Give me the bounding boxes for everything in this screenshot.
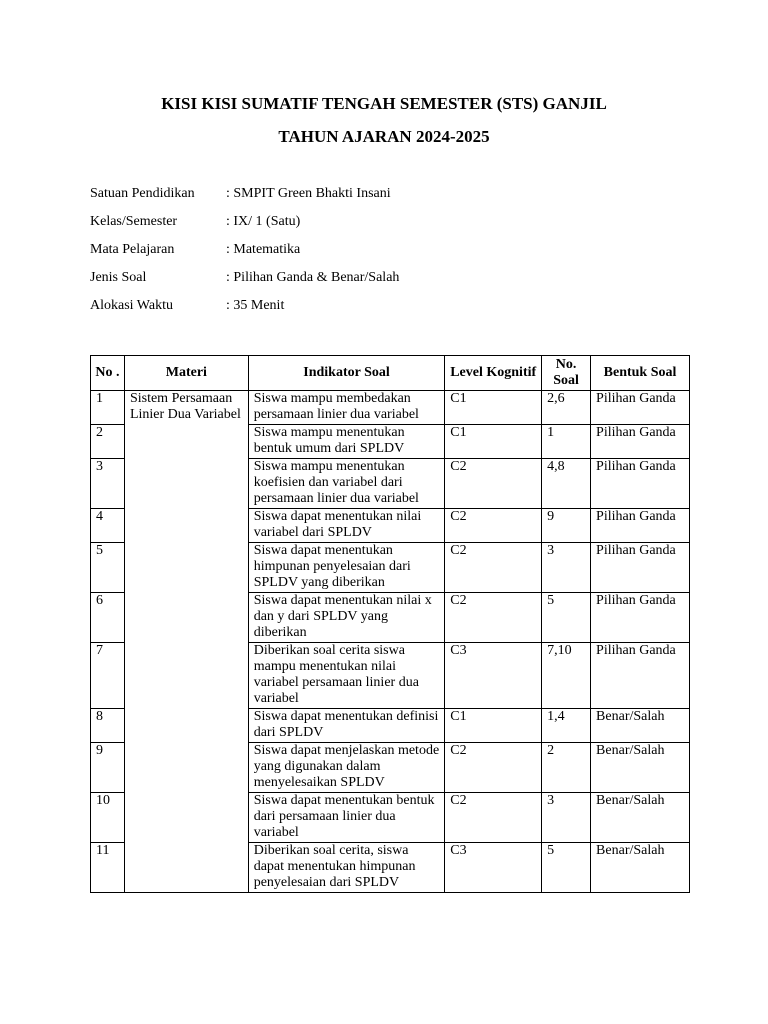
cell-indikator: Siswa dapat menentukan nilai x dan y dari SPLDV yang diberikan bbox=[248, 593, 445, 643]
info-label: Jenis Soal bbox=[90, 270, 147, 285]
table-row bbox=[91, 391, 690, 425]
header-indikator: Indikator Soal bbox=[248, 356, 445, 391]
cell-no: 2 bbox=[91, 425, 125, 459]
cell-level: C3 bbox=[445, 843, 542, 893]
info-section bbox=[90, 186, 399, 326]
cell-bentuk: Pilihan Ganda bbox=[591, 425, 690, 459]
cell-indikator: Siswa dapat menjelaskan metode yang digunakan dalam menyelesaikan SPLDV bbox=[248, 743, 445, 793]
cell-nosoal: 1,4 bbox=[542, 709, 591, 743]
cell-no: 7 bbox=[91, 643, 125, 709]
header-nosoal: No. Soal bbox=[542, 356, 591, 391]
cell-nosoal: 5 bbox=[542, 593, 591, 643]
cell-bentuk: Benar/Salah bbox=[591, 709, 690, 743]
info-label: Mata Pelajaran bbox=[90, 242, 175, 257]
cell-indikator: Siswa dapat menentukan nilai variabel dari SPLDV bbox=[248, 509, 445, 543]
cell-nosoal: 1 bbox=[542, 425, 591, 459]
header-no: No . bbox=[91, 356, 125, 391]
cell-level: C2 bbox=[445, 543, 542, 593]
cell-level: C2 bbox=[445, 509, 542, 543]
cell-materi: Sistem Persamaan Linier Dua Variabel bbox=[124, 391, 248, 893]
cell-indikator: Diberikan soal cerita, siswa dapat menentukan himpunan penyelesaian dari SPLDV bbox=[248, 843, 445, 893]
cell-bentuk: Pilihan Ganda bbox=[591, 543, 690, 593]
cell-no: 8 bbox=[91, 709, 125, 743]
cell-bentuk: Pilihan Ganda bbox=[591, 643, 690, 709]
cell-indikator: Diberikan soal cerita siswa mampu menentukan nilai variabel persamaan linier dua variabel bbox=[248, 643, 445, 709]
info-value: : SMPIT Green Bhakti Insani bbox=[226, 186, 391, 201]
cell-no: 10 bbox=[91, 793, 125, 843]
cell-no: 6 bbox=[91, 593, 125, 643]
cell-level: C1 bbox=[445, 709, 542, 743]
cell-nosoal: 3 bbox=[542, 543, 591, 593]
page-subtitle: TAHUN AJARAN 2024-2025 bbox=[278, 127, 490, 146]
cell-bentuk: Pilihan Ganda bbox=[591, 509, 690, 543]
cell-indikator: Siswa mampu menentukan bentuk umum dari SPLDV bbox=[248, 425, 445, 459]
cell-no: 9 bbox=[91, 743, 125, 793]
cell-bentuk: Pilihan Ganda bbox=[591, 391, 690, 425]
cell-no: 3 bbox=[91, 459, 125, 509]
info-label: Kelas/Semester bbox=[90, 214, 178, 229]
cell-no: 5 bbox=[91, 543, 125, 593]
cell-indikator: Siswa mampu membedakan persamaan linier dua variabel bbox=[248, 391, 445, 425]
cell-nosoal: 3 bbox=[542, 793, 591, 843]
info-row-kelas bbox=[90, 214, 399, 242]
cell-bentuk: Benar/Salah bbox=[591, 743, 690, 793]
cell-indikator: Siswa mampu menentukan koefisien dan variabel dari persamaan linier dua variabel bbox=[248, 459, 445, 509]
cell-bentuk: Benar/Salah bbox=[591, 843, 690, 893]
header-materi: Materi bbox=[124, 356, 248, 391]
info-label: Alokasi Waktu bbox=[90, 298, 173, 313]
info-row-mapel bbox=[90, 242, 399, 270]
cell-indikator: Siswa dapat menentukan himpunan penyelesaian dari SPLDV yang diberikan bbox=[248, 543, 445, 593]
cell-indikator: Siswa dapat menentukan definisi dari SPLDV bbox=[248, 709, 445, 743]
cell-no: 1 bbox=[91, 391, 125, 425]
cell-nosoal: 2,6 bbox=[542, 391, 591, 425]
cell-nosoal: 7,10 bbox=[542, 643, 591, 709]
info-row-satuan bbox=[90, 186, 399, 214]
cell-nosoal: 2 bbox=[542, 743, 591, 793]
cell-level: C2 bbox=[445, 743, 542, 793]
cell-level: C2 bbox=[445, 593, 542, 643]
kisi-table bbox=[90, 355, 690, 893]
info-row-jenis bbox=[90, 270, 399, 298]
info-value: : Matematika bbox=[226, 242, 301, 257]
info-row-alokasi bbox=[90, 298, 399, 326]
cell-level: C2 bbox=[445, 793, 542, 843]
cell-level: C1 bbox=[445, 391, 542, 425]
header-bentuk: Bentuk Soal bbox=[591, 356, 690, 391]
info-value: : Pilihan Ganda & Benar/Salah bbox=[226, 270, 400, 285]
cell-bentuk: Pilihan Ganda bbox=[591, 593, 690, 643]
cell-nosoal: 9 bbox=[542, 509, 591, 543]
cell-no: 11 bbox=[91, 843, 125, 893]
table-header-row bbox=[91, 356, 690, 391]
info-value: : 35 Menit bbox=[226, 298, 285, 313]
info-label: Satuan Pendidikan bbox=[90, 186, 195, 201]
cell-no: 4 bbox=[91, 509, 125, 543]
cell-indikator: Siswa dapat menentukan bentuk dari persamaan linier dua variabel bbox=[248, 793, 445, 843]
cell-nosoal: 4,8 bbox=[542, 459, 591, 509]
cell-level: C3 bbox=[445, 643, 542, 709]
cell-level: C2 bbox=[445, 459, 542, 509]
cell-bentuk: Benar/Salah bbox=[591, 793, 690, 843]
header-level: Level Kognitif bbox=[445, 356, 542, 391]
page-title: KISI KISI SUMATIF TENGAH SEMESTER (STS) GANJIL bbox=[161, 94, 607, 113]
cell-bentuk: Pilihan Ganda bbox=[591, 459, 690, 509]
cell-level: C1 bbox=[445, 425, 542, 459]
cell-nosoal: 5 bbox=[542, 843, 591, 893]
info-value: : IX/ 1 (Satu) bbox=[226, 214, 301, 229]
